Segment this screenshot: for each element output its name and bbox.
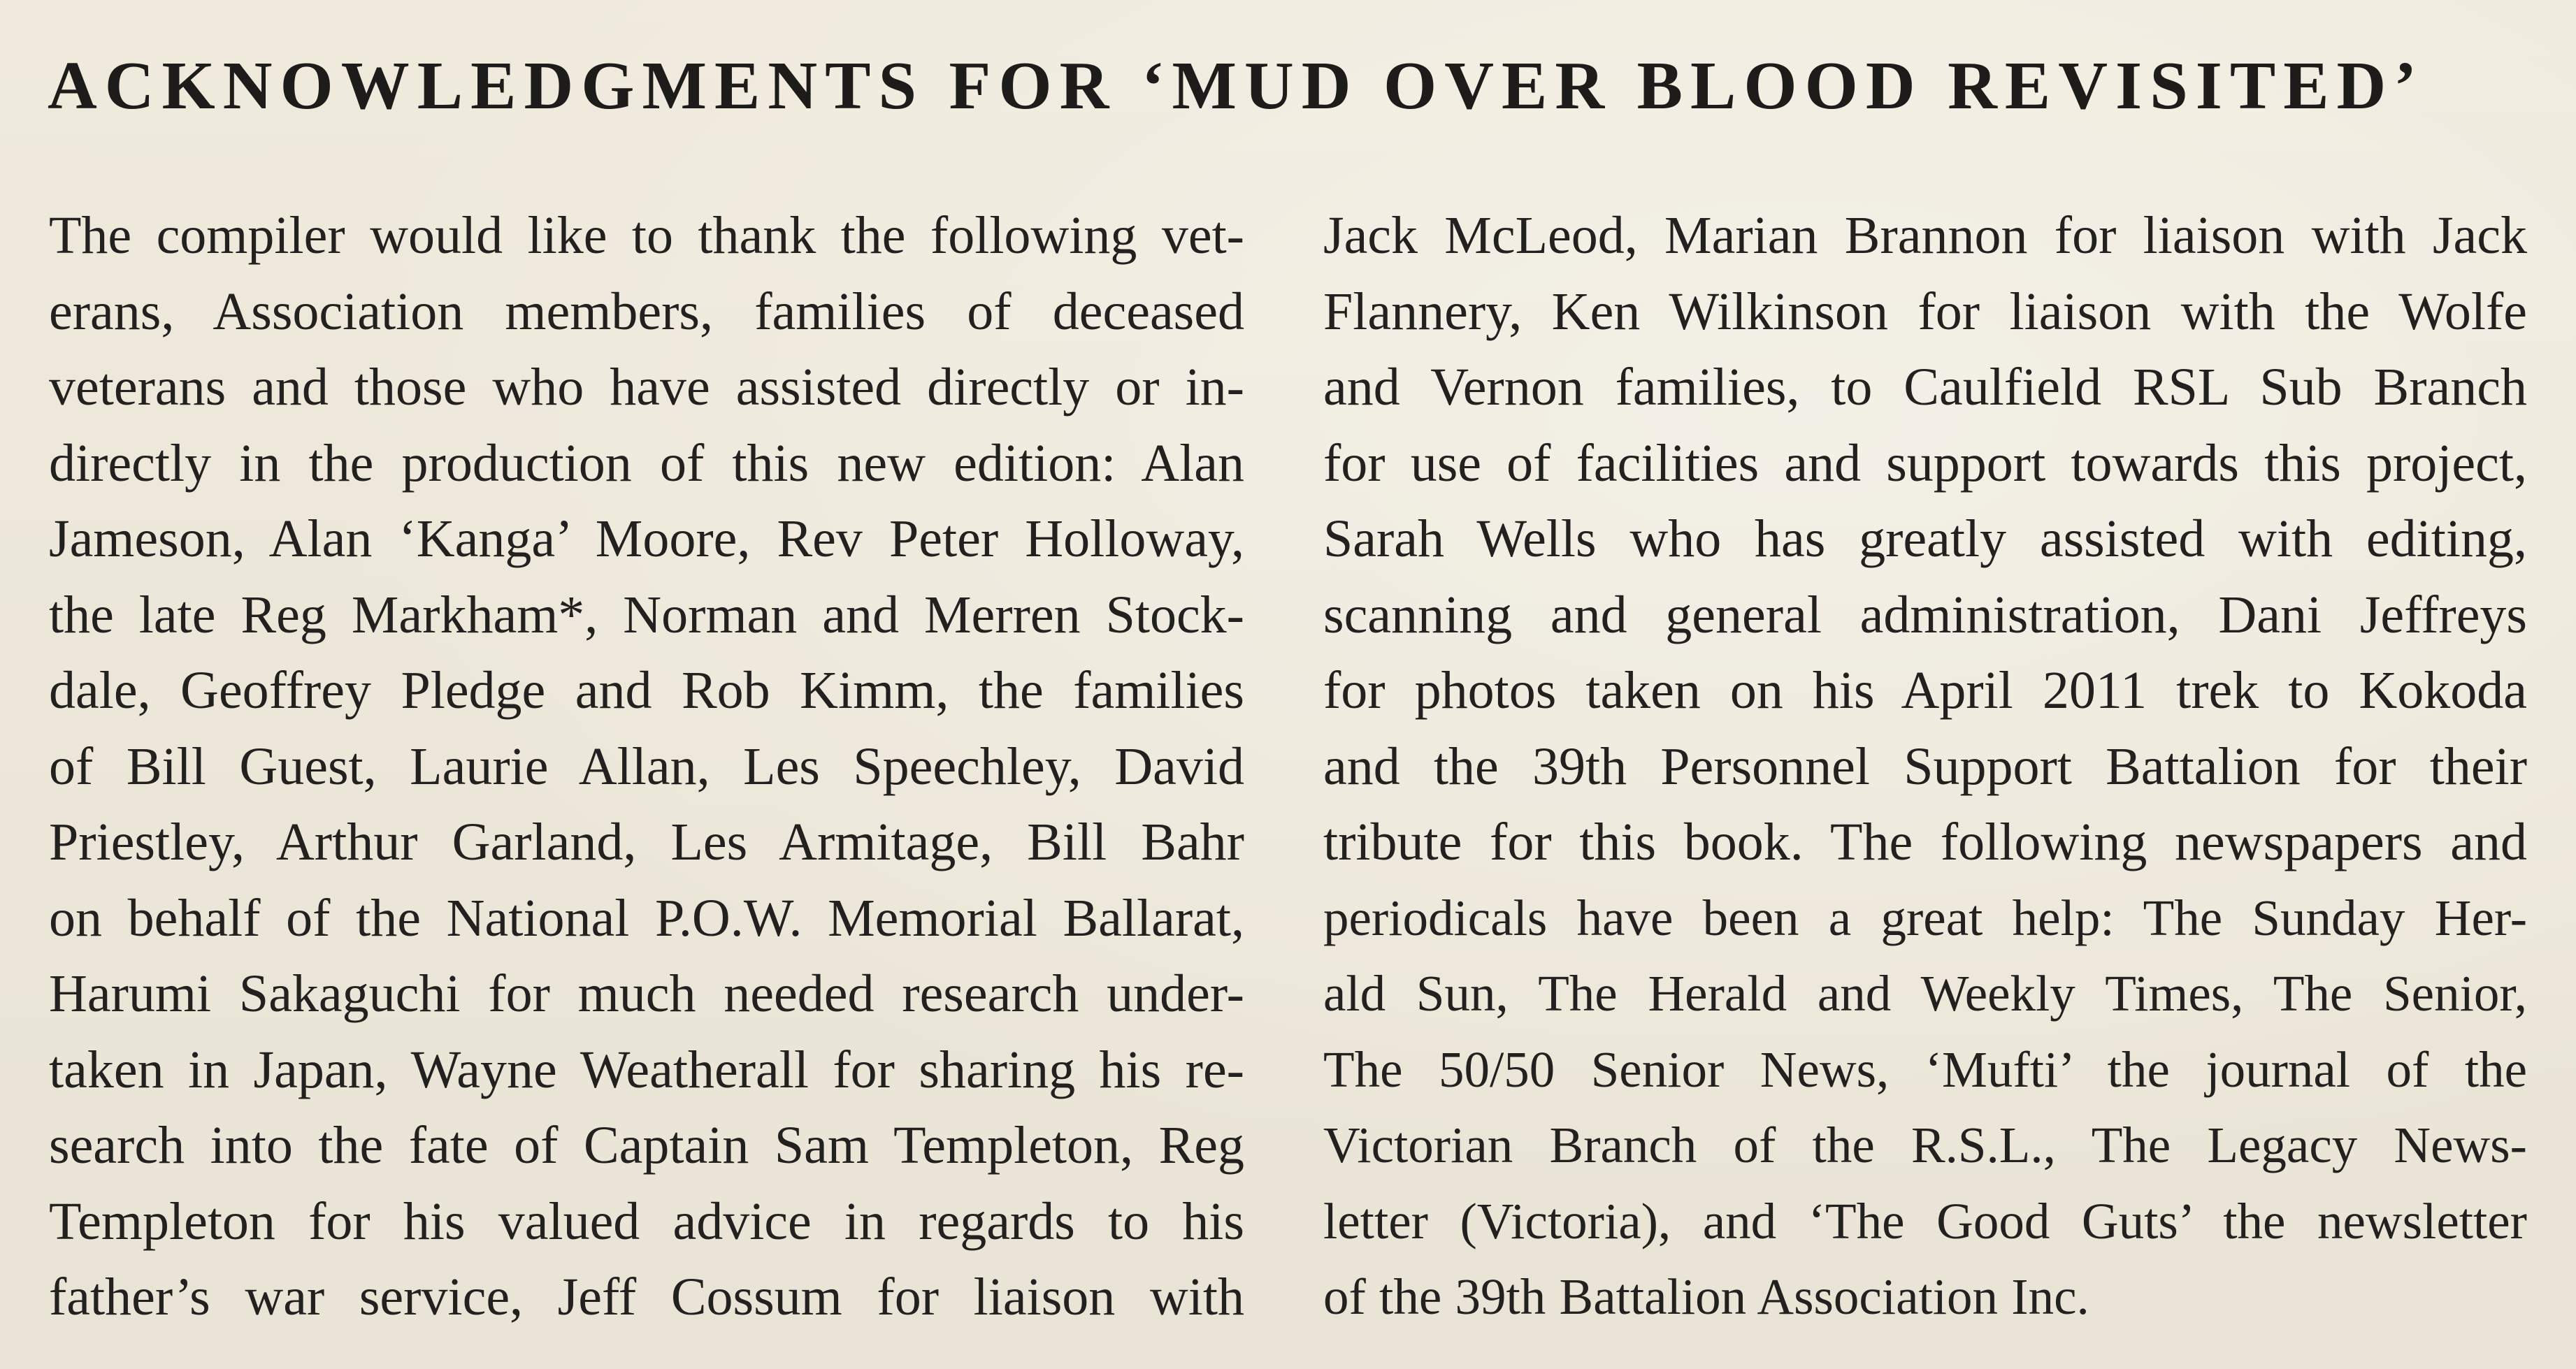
- right-line: of the 39th Battalion Association Inc.: [1323, 1268, 2089, 1325]
- right-line: for use of facilities and support towards this project,: [1323, 433, 2527, 493]
- left-line: Templeton for his valued advice in regards to his: [49, 1191, 1244, 1251]
- left-line: the late Reg Markham*, Norman and Merren Stock-: [49, 585, 1244, 644]
- left-line: Jameson, Alan ‘Kanga’ Moore, Rev Peter Holloway,: [49, 509, 1244, 568]
- left-line: taken in Japan, Wayne Weatherall for sharing his re-: [49, 1040, 1244, 1099]
- left-column: [49, 198, 1244, 1335]
- left-line: The compiler would like to thank the following vet-: [49, 206, 1244, 265]
- left-line: erans, Association members, families of deceased: [49, 282, 1244, 341]
- right-line: for photos taken on his April 2011 trek to Kokoda: [1323, 661, 2527, 720]
- right-line: and the 39th Personnel Support Battalion for their: [1323, 737, 2527, 796]
- right-line: The 50/50 Senior News, ‘Mufti’ the journal of the: [1323, 1041, 2527, 1098]
- left-line: Harumi Sakaguchi for much needed research under-: [49, 964, 1244, 1023]
- right-line: Flannery, Ken Wilkinson for liaison with the Wolfe: [1323, 282, 2527, 341]
- right-line: scanning and general administration, Dani Jeffreys: [1323, 585, 2527, 644]
- right-line: periodicals have been a great help: The Sunday Her-: [1323, 889, 2527, 946]
- left-line: directly in the production of this new edition: Alan: [49, 433, 1244, 493]
- left-line: veterans and those who have assisted directly or in-: [49, 358, 1244, 417]
- page-title: ACKNOWLEDGMENTS FOR ‘MUD OVER BLOOD REVISITED’: [48, 48, 2424, 124]
- left-line: Priestley, Arthur Garland, Les Armitage, Bill Bahr: [49, 813, 1244, 871]
- right-line: Sarah Wells who has greatly assisted with editing,: [1323, 509, 2527, 568]
- right-line: Victorian Branch of the R.S.L., The Legacy News-: [1323, 1117, 2527, 1173]
- left-line: dale, Geoffrey Pledge and Rob Kimm, the families: [49, 661, 1244, 720]
- right-line: letter (Victoria), and ‘The Good Guts’ the newsletter: [1323, 1192, 2527, 1250]
- left-line: of Bill Guest, Laurie Allan, Les Speechley, David: [49, 737, 1244, 796]
- left-line: search into the fate of Captain Sam Templeton, Reg: [49, 1116, 1244, 1175]
- right-line: Jack McLeod, Marian Brannon for liaison with Jack: [1323, 206, 2527, 265]
- left-line: on behalf of the National P.O.W. Memorial Ballarat,: [49, 888, 1244, 948]
- left-line: father’s war service, Jeff Cossum for liaison with: [49, 1268, 1244, 1326]
- right-line: ald Sun, The Herald and Weekly Times, The Senior,: [1323, 965, 2527, 1022]
- right-column: [1323, 198, 2527, 1335]
- right-line: and Vernon families, to Caulfield RSL Sub Branch: [1323, 358, 2527, 417]
- right-line: tribute for this book. The following newspapers and: [1323, 813, 2527, 871]
